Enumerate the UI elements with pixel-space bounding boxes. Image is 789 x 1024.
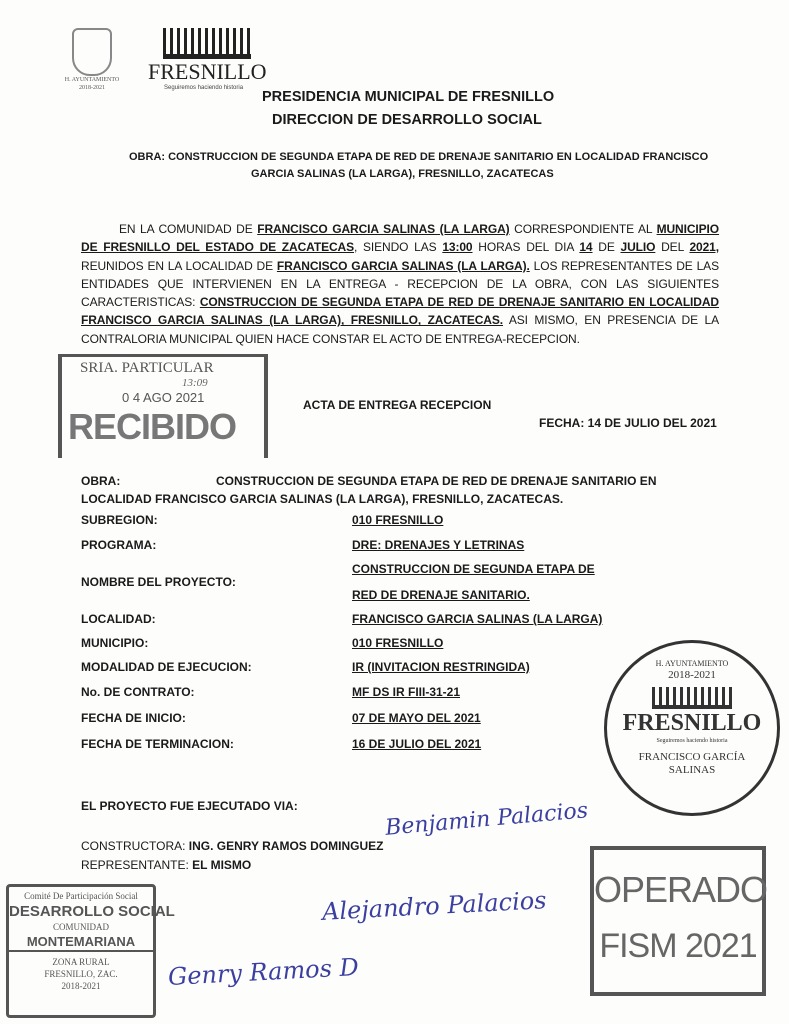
obra-label: OBRA: — [81, 474, 121, 488]
acta-title: ACTA DE ENTREGA RECEPCION — [303, 398, 492, 412]
signature-alejandro: Alejandro Palacios — [321, 886, 548, 926]
recibido-stamp-date: 0 4 AGO 2021 — [122, 390, 205, 405]
detail-label: MODALIDAD DE EJECUCION: — [81, 660, 252, 674]
detail-value: MF DS IR FIII-31-21 — [352, 685, 461, 699]
paragraph-segment: REUNIDOS EN LA LOCALIDAD DE — [81, 258, 277, 273]
building-icon — [163, 28, 251, 59]
recibido-stamp-label: RECIBIDO — [68, 406, 237, 447]
detail-label: FECHA DE TERMINACION: — [81, 737, 234, 751]
seal-text: H. AYUNTAMIENTO 2018-2021 — [64, 77, 120, 91]
building-icon — [652, 687, 732, 709]
paragraph-segment: 14 — [579, 240, 593, 255]
ayuntamiento-stamp: H. AYUNTAMIENTO 2018-2021 FRESNILLO Seguiremos haciendo historia FRANCISCO GARCÍA SALINAS — [604, 640, 780, 816]
representante-line: REPRESENTANTE: EL MISMO — [81, 858, 252, 872]
logo-text: FRESNILLO — [148, 59, 267, 84]
body-paragraph — [81, 220, 719, 348]
detail-value: 010 FRESNILLO — [352, 636, 444, 650]
detail-value: IR (INVITACION RESTRINGIDA) — [352, 660, 530, 674]
detail-label: MUNICIPIO: — [81, 636, 149, 650]
paragraph-segment: FRANCISCO GARCIA SALINAS (LA LARGA) — [257, 222, 510, 236]
recibido-stamp — [58, 354, 268, 458]
detail-label: SUBREGION: — [81, 513, 158, 527]
ejecutado-label: EL PROYECTO FUE EJECUTADO VIA: — [81, 799, 298, 813]
detail-label: NOMBRE DEL PROYECTO: — [81, 575, 236, 589]
signature-benjamin: Benjamin Palacios — [384, 798, 589, 841]
paragraph-segment: 13:00 — [442, 240, 473, 255]
obra-header-line1: OBRA: CONSTRUCCION DE SEGUNDA ETAPA DE RED DE DRENAJE SANITARIO EN LOCALIDAD FRANCISCO — [129, 151, 709, 163]
acta-date: FECHA: 14 DE JULIO DEL 2021 — [539, 416, 717, 430]
detail-label: FECHA DE INICIO: — [81, 711, 186, 725]
comite-stamp: Comité De Participación Social DESARROLLO SOCIAL COMUNIDAD MONTEMARIANA ZONA RURAL FRESNILLO, ZAC. 2018-2021 — [6, 884, 156, 1018]
obra-line2: LOCALIDAD FRANCISCO GARCIA SALINAS (LA LARGA), FRESNILLO, ZACATECAS. — [81, 492, 564, 506]
paragraph-segment: MUNICIPIO DE FRESNILLO DEL ESTADO DE ZACATECAS — [81, 222, 720, 255]
paragraph-segment: DEL — [655, 240, 690, 255]
paragraph-segment: JULIO — [620, 240, 656, 255]
detail-value: DRE: DRENAJES Y LETRINAS — [352, 538, 525, 552]
detail-value: CONSTRUCCION DE SEGUNDA ETAPA DE — [352, 562, 595, 576]
title-line2: DIRECCION DE DESARROLLO SOCIAL — [272, 112, 542, 128]
detail-value: 07 DE MAYO DEL 2021 — [352, 711, 481, 725]
title-line1: PRESIDENCIA MUNICIPAL DE FRESNILLO — [262, 89, 555, 105]
detail-label: No. DE CONTRATO: — [81, 685, 195, 699]
paragraph-segment: LOS REPRESENTANTES DE LAS ENTIDADES QUE INTERVIENEN EN LA ENTREGA - RECEPCION DE LA OBRA, CON LAS SIGUIENTES CARACTERISTICAS: — [81, 258, 719, 310]
signature-genry: Genry Ramos D — [167, 953, 360, 991]
detail-label: LOCALIDAD: — [81, 612, 156, 626]
detail-label: PROGRAMA: — [81, 538, 157, 552]
municipal-seal — [62, 28, 122, 92]
shield-icon — [72, 28, 112, 76]
paragraph-segment: ASI MISMO, EN PRESENCIA DE LA CONTRALORIA MUNICIPAL QUIEN HACE CONSTAR EL ACTO DE ENTREGA-RECEPCION. — [81, 313, 720, 346]
paragraph-segment: , SIENDO LAS — [354, 240, 443, 255]
paragraph-segment: CORRESPONDIENTE AL — [509, 222, 657, 236]
paragraph-segment: FRANCISCO GARCIA SALINAS (LA LARGA). — [276, 258, 530, 273]
paragraph-segment: HORAS DEL DIA — [472, 240, 580, 255]
recibido-stamp-office: SRIA. PARTICULAR — [80, 360, 214, 376]
paragraph-segment: EN LA COMUNIDAD DE — [119, 222, 258, 236]
detail-value: 16 DE JULIO DEL 2021 — [352, 737, 482, 751]
detail-value: 010 FRESNILLO — [352, 513, 444, 527]
paragraph-segment: 2021, — [689, 240, 719, 255]
detail-value: FRANCISCO GARCIA SALINAS (LA LARGA) — [352, 612, 603, 626]
fresnillo-logo — [148, 28, 267, 92]
paragraph-segment: CONSTRUCCION DE SEGUNDA ETAPA DE RED DE DRENAJE SANITARIO EN LOCALIDAD FRANCISCO GARCIA SALINAS (LA LARGA), FRESNILLO, ZACATECAS. — [81, 295, 719, 328]
paragraph-segment: DE — [592, 240, 621, 255]
recibido-stamp-time: 13:09 — [182, 377, 208, 389]
obra-header-line2: GARCIA SALINAS (LA LARGA), FRESNILLO, ZACATECAS — [251, 168, 554, 180]
operado-stamp: OPERADO FISM 2021 — [590, 846, 766, 996]
constructora-line: CONSTRUCTORA: ING. GENRY RAMOS DOMINGUEZ — [81, 839, 384, 853]
obra-line1: CONSTRUCCION DE SEGUNDA ETAPA DE RED DE DRENAJE SANITARIO EN — [216, 474, 657, 488]
logo-tagline: Seguiremos haciendo historia — [164, 85, 244, 91]
detail-value: RED DE DRENAJE SANITARIO. — [352, 588, 530, 602]
